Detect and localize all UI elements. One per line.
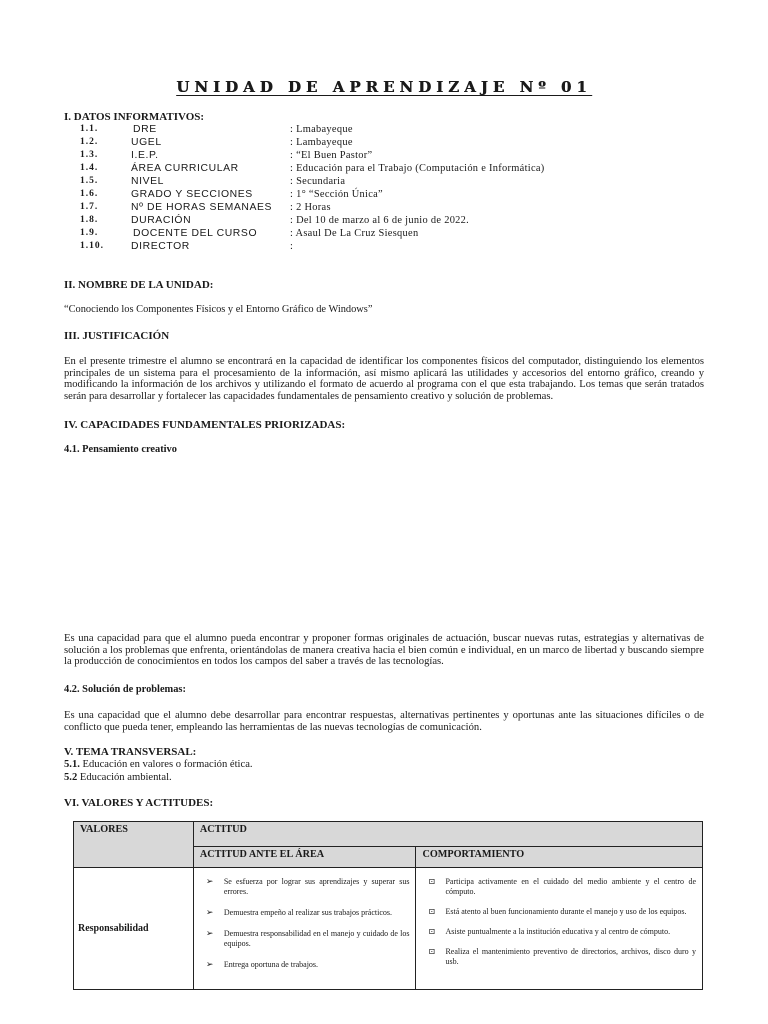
col-header-comportamiento: COMPORTAMIENTO (416, 847, 703, 868)
info-value: : Asaul De La Cruz Siesquen (290, 228, 419, 239)
list-item-text: Se esfuerza por lograr sus aprendizajes y superar sus errores. (223, 877, 410, 896)
section-5-heading: V. TEMA TRANSVERSAL: (64, 746, 197, 758)
document-title: UNIDAD DE APRENDIZAJE Nº 01 (176, 78, 592, 96)
actitudes-cell (193, 868, 416, 990)
box-bullet-icon: ⊡ (428, 907, 436, 916)
info-label: DURACIÓN (131, 215, 192, 226)
actitudes-list (194, 868, 416, 987)
list-item (206, 960, 410, 970)
info-label: GRADO Y SECCIONES (131, 189, 253, 200)
info-num: 1.5. (80, 176, 99, 186)
info-label: Nº DE HORAS SEMANAES (131, 202, 273, 213)
transversal-item (64, 772, 172, 783)
problem-solving-text: Es una capacidad que el alumno debe desarrollar para encontrar respuestas, alternativas pertinentes y oportunas ante las situaciones difíciles o de conflicto que pueda tener, empleando las herramientas de las nuevas tecnologías de comunicación. (64, 710, 704, 733)
transversal-num: 5.2 (64, 772, 78, 783)
section-4-heading: IV. CAPACIDADES FUNDAMENTALES PRIORIZADAS: (64, 419, 346, 431)
valor-responsabilidad: Responsabilidad (74, 868, 194, 990)
transversal-text: Educación ambiental. (77, 772, 172, 783)
creative-thinking-text: Es una capacidad para que el alumno pueda encontrar y proponer formas originales de actuación, buscar nuevas rutas, estrategias y alternativas de solución a los problemas que enfrenta, orientándolas de manera creativa hacia el bien común e individual, en un marco de libertad y buscando siempre la producción de conocimientos en todos los campos del saber a través de las tecnologías. (64, 633, 704, 668)
comportamientos-list (416, 868, 702, 983)
info-value: : Lmabayeque (290, 124, 353, 135)
box-bullet-icon: ⊡ (428, 947, 436, 956)
arrow-bullet-icon: ➢ (205, 928, 214, 938)
arrow-bullet-icon: ➢ (205, 876, 214, 886)
list-item-text: Demuestra empeño al realizar sus trabajos prácticos. (223, 908, 393, 917)
info-value: : “El Buen Pastor” (290, 150, 373, 161)
info-num: 1.3. (80, 150, 99, 160)
box-bullet-icon: ⊡ (428, 927, 436, 936)
section-3-heading: III. JUSTIFICACIÓN (64, 330, 170, 342)
info-num: 1.1. (80, 124, 99, 134)
info-num: 1.9. (80, 228, 99, 238)
list-item-text: Participa activamente en el cuidado del medio ambiente y el centro de cómputo. (445, 877, 696, 896)
subsection-4-1-heading: 4.1. Pensamiento creativo (64, 444, 177, 455)
list-item (206, 929, 410, 949)
info-label: DRE (133, 124, 157, 135)
info-label: UGEL (131, 137, 162, 148)
col-header-actitud: ACTITUD (193, 822, 702, 847)
subsection-4-2-heading: 4.2. Solución de problemas: (64, 684, 186, 695)
justification-text: En el presente trimestre el alumno se encontrará en la capacidad de identificar los componentes físicos del computador, distinguiendo los elementos principales de un sistema para el procesamiento de la información, así mismo aplicará las utilidades y accesorios del entorno gráfico, creando y modificando la información de los archivos y utilizando el formato de acuerdo al programa con el que esta trabajando. Los temas que serán tratados serán para desarrollar y fortalecer las capacidades fundamentales de pensamiento creativo y solución de problemas. (64, 356, 704, 402)
info-value: : 2 Horas (290, 202, 331, 213)
info-num: 1.4. (80, 163, 99, 173)
info-value: : (290, 241, 294, 252)
list-item-text: Realiza el mantenimiento preventivo de directorios, archivos, disco duro y usb. (445, 947, 696, 966)
transversal-item (64, 759, 253, 770)
comportamientos-cell (416, 868, 703, 990)
list-item-text: Está atento al buen funcionamiento durante el manejo y uso de los equipos. (445, 907, 687, 916)
info-value: : Lambayeque (290, 137, 353, 148)
info-label: NIVEL (131, 176, 165, 187)
arrow-bullet-icon: ➢ (205, 907, 214, 917)
info-value: : Secundaria (290, 176, 346, 187)
transversal-num: 5.1. (64, 759, 80, 770)
info-num: 1.6. (80, 189, 99, 199)
values-table (73, 821, 703, 990)
info-label: I.E.P. (131, 150, 159, 161)
col-header-actitud-area: ACTITUD ANTE EL ÁREA (193, 847, 416, 868)
info-num: 1.7. (80, 202, 99, 212)
list-item (428, 927, 696, 937)
arrow-bullet-icon: ➢ (205, 959, 214, 969)
col-header-valores: VALORES (74, 822, 194, 868)
section-2-heading: II. NOMBRE DE LA UNIDAD: (64, 279, 214, 291)
list-item (206, 877, 410, 897)
info-num: 1.8. (80, 215, 99, 225)
list-item (428, 947, 696, 967)
info-num: 1.10. (80, 241, 104, 251)
section-6-heading: VI. VALORES Y ACTITUDES: (64, 797, 214, 809)
info-label: DOCENTE DEL CURSO (133, 228, 258, 239)
section-1-heading: I. DATOS INFORMATIVOS: (64, 111, 205, 123)
list-item-text: Demuestra responsabilidad en el manejo y cuidado de los equipos. (223, 929, 410, 948)
info-label: DIRECTOR (131, 241, 190, 252)
transversal-text: Educación en valores o formación ética. (79, 759, 253, 770)
box-bullet-icon: ⊡ (428, 877, 436, 886)
list-item (206, 908, 410, 918)
list-item (428, 907, 696, 917)
list-item (428, 877, 696, 897)
info-num: 1.2. (80, 137, 99, 147)
unit-name: “Conociendo los Componentes Físicos y el Entorno Gráfico de Windows” (64, 304, 373, 315)
info-value: : Educación para el Trabajo (Computación e Informática) (290, 163, 545, 174)
info-value: : Del 10 de marzo al 6 de junio de 2022. (290, 215, 470, 226)
list-item-text: Asiste puntualmente a la institución educativa y al centro de cómputo. (445, 927, 671, 936)
info-label: ÁREA CURRICULAR (131, 163, 239, 174)
info-value: : 1° “Sección Única” (290, 189, 383, 200)
list-item-text: Entrega oportuna de trabajos. (223, 960, 319, 969)
